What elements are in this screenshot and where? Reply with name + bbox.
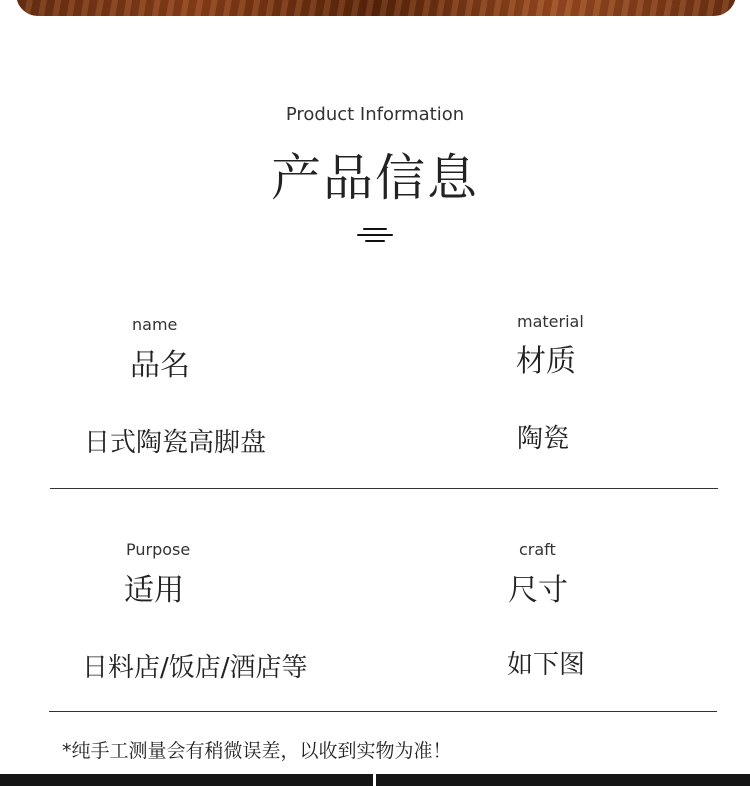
name-value: 日式陶瓷高脚盘 <box>84 428 267 458</box>
craft-value: 如下图 <box>507 650 586 680</box>
section-title-en: Product Information <box>285 104 465 125</box>
material-label-cn: 材质 <box>516 344 576 379</box>
product-photo-bottom-edge <box>16 0 736 16</box>
purpose-value: 日料店/饭店/酒店等 <box>82 653 308 683</box>
bottom-bar <box>376 774 750 786</box>
name-label-en: name <box>132 315 178 334</box>
material-value: 陶瓷 <box>517 424 570 454</box>
craft-label-cn: 尺寸 <box>508 573 568 608</box>
name-label-cn: 品名 <box>130 348 190 383</box>
section-title-cn: 产品信息 <box>271 149 479 207</box>
row-divider <box>50 488 718 489</box>
measurement-note: *纯手工测量会有稍微误差，以收到实物为准！ <box>62 740 452 762</box>
purpose-label-cn: 适用 <box>124 573 184 608</box>
craft-label-en: craft <box>519 540 556 559</box>
row-divider <box>49 711 717 712</box>
material-label-en: material <box>517 312 584 331</box>
purpose-label-en: Purpose <box>126 540 191 559</box>
bottom-bar <box>0 774 373 786</box>
title-divider-icon <box>357 226 393 244</box>
